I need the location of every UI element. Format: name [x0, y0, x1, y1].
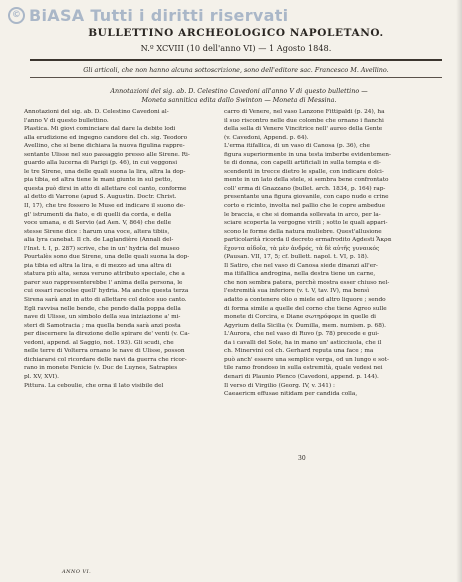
- text-line: Avellino, che si bene dichiara la nuova figulina rappre-: [24, 143, 185, 150]
- divider: [30, 59, 442, 61]
- text-line: Agyrium della Sicilia (v. Ďumilla, mem. numism. p. 68).: [224, 322, 387, 329]
- text-line: Il Satiro, che nel vaso di Canosa siede dinanzi all'er-: [224, 262, 378, 269]
- watermark: [8, 6, 288, 25]
- text-line: che non sembra patera, perchè mostra esser chiuso nel-: [224, 279, 390, 286]
- text-line: alla erudizione ed ingegno candore del ch. sig. Teodoro: [24, 134, 188, 141]
- copyright-icon: ©: [8, 7, 25, 24]
- text-line: l'estremità sua inferiore (v. t. V, tav. IV), ma bensì: [224, 288, 370, 295]
- text-line: denari di Plaunio Plenco (Cavedoni, append. p. 144).: [224, 373, 379, 380]
- text-line: da i cavalli del Sole, ha in mano un' asticciuola, che il: [224, 339, 382, 346]
- text-line: II, 17), che tre fossero le Muse ed indicare il suono de-: [24, 203, 186, 210]
- text-line: rano in monete Fenicie (v. Duc de Luynes, Satrapies: [24, 365, 178, 372]
- text-line: alia lyra canebat. Il ch. de Laglandière (Annali del-: [24, 237, 174, 244]
- text-line: (v. Cavedoni, Append. p. 64).: [224, 134, 309, 141]
- text-line: gl' istrumenti da fiato, e di quelli da corda, e della: [24, 211, 172, 218]
- text-line: può anch' essere una semplice verga, od un lungo e sot-: [224, 356, 389, 363]
- text-line: statura più alta, senza veruno attributo speciale, che a: [24, 271, 185, 278]
- text-line: dichiararsi col ricordare delle navi da guerra che ricor-: [24, 356, 187, 363]
- text-line: particolarità ricorda il decreto ermafrodito Agdesti Ἄκρα: [224, 237, 392, 244]
- text-line: L'Aurora, che nel vaso di Ruvo (p. 78) precede e gui-: [224, 331, 380, 338]
- text-line: le tre Sirene, una delle quali suona la lira, altra la dop-: [24, 168, 186, 175]
- text-line: monete di Corcira, e Diane σωτηρόφορε in quelle di: [224, 314, 377, 321]
- section-heading-line: Annotazioni del sig. ab. D. Celestino Cavedoni all'anno V di questo bullettino —: [110, 87, 368, 95]
- column-footer: ANNO VI.: [62, 569, 92, 575]
- section-heading: [44, 87, 434, 105]
- text-line: pia tibia ed altra la lira, e di mezzo ad una altra di: [24, 262, 172, 269]
- text-line: guardo alla lucerna di Parigi (p. 46), in cui veggonsi: [24, 160, 178, 167]
- text-line: per discernere la direzione delle spirare de' venti (v. Ca-: [24, 331, 190, 338]
- text-line: il suo riscontro nelle due colombe che ornano i fianchi: [224, 117, 384, 124]
- text-line: mente in un lato della stele, si sembra bene confrontato: [224, 177, 389, 184]
- text-line: te di donna, con capelli artificiali in sulla tempia e di-: [224, 160, 381, 167]
- text-line: pia tibia, ed altra tiene le mani giunte in sul petto,: [24, 177, 173, 184]
- text-line: scendenti in trecce dietro le spalle, con indicare dolci-: [224, 168, 384, 175]
- text-line: Plastica. Mi giovi cominciare dal dare la debite lodi: [24, 126, 176, 133]
- text-line: parer suo rappresenterebbe l' anima della persona, le: [24, 279, 183, 286]
- text-line: Pittura. La ceboulie, che orna il lato visibile del: [24, 382, 164, 389]
- text-line: della sella di Venere Vincitrice nell' aureo della Gente: [224, 126, 383, 133]
- text-line: Annotazioni del sig. ab. D. Celestino Cavedoni al-: [24, 109, 169, 115]
- page-number: 30: [298, 455, 306, 462]
- text-line: questa può dirsi in atto di allettare col canto, conforme: [24, 185, 187, 192]
- text-line: Caeaericm effusae nitidam per candida colla,: [224, 391, 358, 398]
- text-line: sentante Ulisse nel suo passaggio presso alle Sirene. Ri-: [24, 151, 190, 158]
- text-line: al detto di Varrone (apud S. Augustin. Doctr. Christ.: [24, 194, 177, 201]
- text-line: nelle terre di Volterra ornano le nave di Ulisse, posson: [24, 348, 185, 355]
- text-line: cui ossari racoolse quell' hydria. Ma anche questa terza: [24, 288, 189, 295]
- text-line: L'erma itifallica, di un vaso di Canosa (p. 36), che: [224, 143, 370, 150]
- journal-title: BULLETTINO ARCHEOLOGICO NAPOLETANO.: [88, 27, 384, 39]
- text-line: l'anno V di questo bullettino.: [24, 117, 109, 124]
- left-column: [24, 108, 212, 390]
- text-line: vedoni, append. al Saggio, not. 193). Gli scudi, che: [24, 339, 174, 346]
- text-line: adatto a contenere olio o miele ed altro liquore ; sendo: [224, 297, 386, 304]
- text-line: nave di Ulisse, un simbolo della sua iniziazione a' mi-: [24, 314, 181, 321]
- section-heading-line: Moneta sannitica edita dallo Swinton — Moneta di Messina.: [141, 96, 337, 104]
- text-line: Sirena sarà anzi in atto di allettare col dolce suo canto.: [24, 297, 187, 304]
- text-line: Il verso di Virgilio (Georg. IV, v. 341) :: [224, 382, 336, 389]
- text-line: steri di Samotracia ; ma quella benda sarà anzi posta: [24, 322, 181, 329]
- editor-notice: Gli articoli, che non hanno alcuna sottoscrizione, sono dell'editore sac. Francesco M. Avellino.: [83, 66, 389, 74]
- watermark-text: BiASA Tutti i diritti riservati: [29, 6, 289, 25]
- text-line: ch. Minervini col ch. Gerhard reputa una face ; ma: [224, 348, 374, 355]
- page-edge-shadow: [456, 0, 462, 582]
- text-line: stesse Sirene dice : harum una voce, altera tibiis,: [24, 228, 170, 235]
- text-line: l'Inst. t. I, p. 287) scrive, che in un' hydria del museo: [24, 245, 180, 252]
- right-column: [224, 108, 436, 399]
- masthead: [30, 27, 442, 53]
- text-line: le braccia, e che si domanda sollevata in arco, per la-: [224, 211, 381, 218]
- text-line: ἔχοντα αἰδοῖα, τὰ μὲν ἀνδρός, τὰ δὲ αὐτῆς γυναικός: [224, 245, 380, 252]
- text-line: tile ramo frondoso in sulla estremità, quale vedesi nei: [224, 365, 383, 372]
- text-line: ma itifallica androgina, nella destra tiene un carne,: [224, 271, 376, 278]
- text-line: presentante una figura giovanile, con capo nudo e crine: [224, 194, 389, 201]
- text-line: corto e ricinto, involta nel pallio che le copre ambedue: [224, 203, 386, 210]
- text-line: Pourtalès sono due Sirene, una delle quali suona la dop-: [24, 254, 190, 261]
- text-line: scono le forme della natura muliebre. Quest'allusione: [224, 228, 382, 235]
- text-line: Egli ravvisa nelle bende, che pendo dalla poppa della: [24, 305, 181, 312]
- text-line: di forma simile a quelle del corno che tiene Agreo sulle: [224, 305, 387, 312]
- text-line: voce umana, e di Servio (ad Aen. V, 864) che delle: [24, 220, 172, 227]
- text-line: pl. XV, XVI).: [24, 373, 59, 380]
- text-line: coll' erma di Gnazzano (bullet. arch. 1834, p. 164) rap-: [224, 185, 386, 192]
- text-line: sciare scoperta la vergogne virili ; sotto le quali appari-: [224, 220, 388, 227]
- text-line: carro di Venere, nel vaso Lanzone Fittipaldi (p. 24), ha: [224, 109, 385, 115]
- divider: [30, 77, 442, 78]
- issue-line: N.º XCVIII (10 dell'anno VI) — 1 Agosto 1848.: [140, 43, 332, 53]
- text-line: figura superiormente in una testa imberbe evidentemen-: [224, 151, 392, 158]
- text-line: (Pausan. VII, 17, 5; cf. bullett. napol. t. VI, p. 18).: [224, 254, 369, 261]
